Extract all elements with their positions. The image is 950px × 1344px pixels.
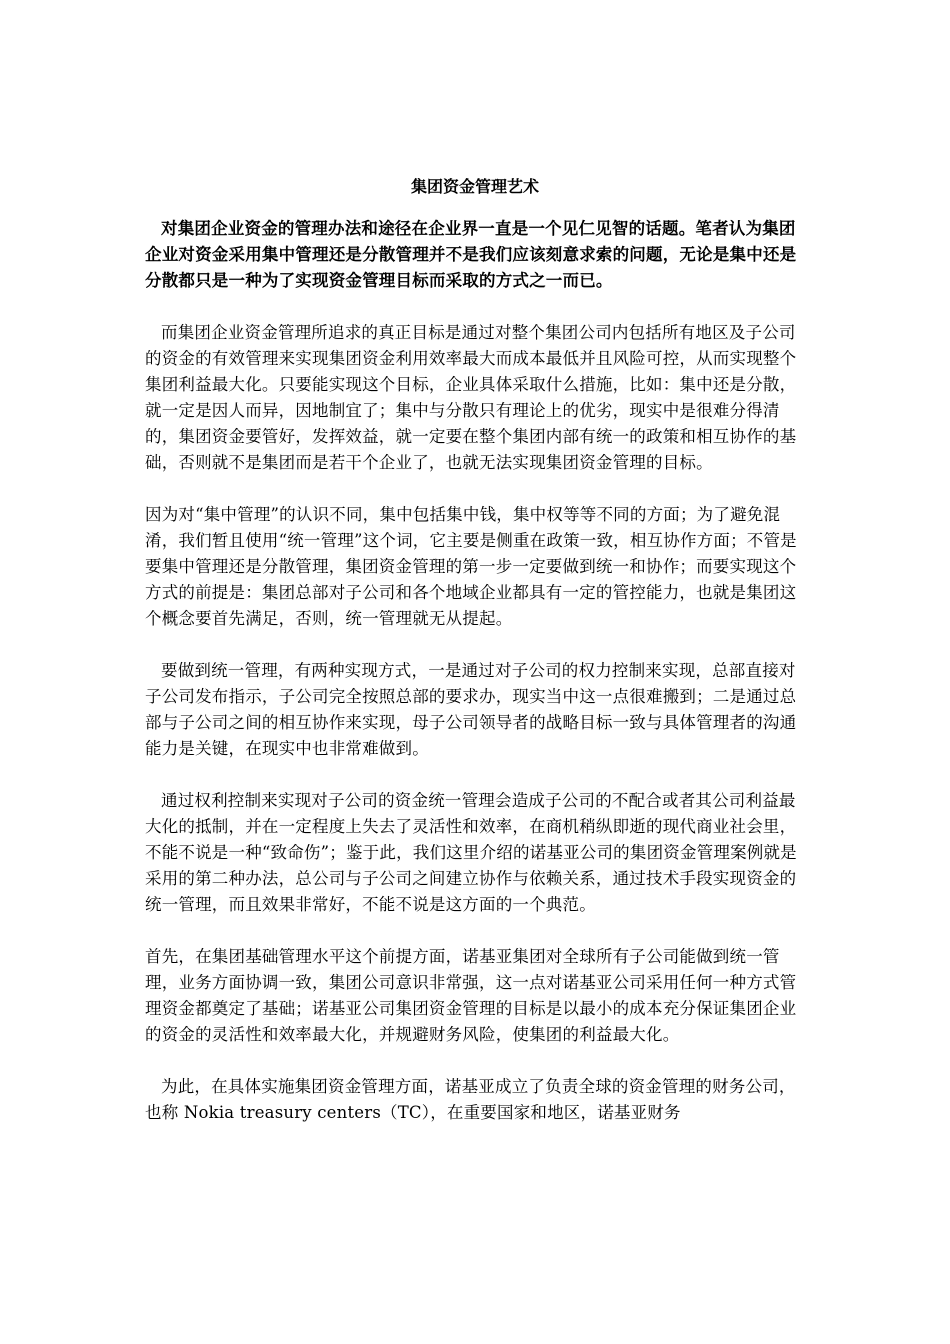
document-title: 集团资金管理艺术	[410, 177, 539, 196]
body-paragraph: 而集团企业资金管理所追求的真正目标是通过对整个集团公司内包括所有地区及子公司的资金的有效管理来实现集团资金利用效率最大而成本最低并且风险可控，从而实现整个集团利益最大化。只要能实现这个目标，企业具体采取什么措施，比如：集中还是分散，就一定是因人而异，因地制宜了；集中与分散只有理论上的优劣，现实中是很难分得清的，集团资金要管好，发挥效益，就一定要在整个集团内部有统一的政策和相互协作的基础，否则就不是集团而是若干个企业了，也就无法实现集团资金管理的目标。	[145, 323, 797, 472]
body-paragraph: 要做到统一管理，有两种实现方式，一是通过对子公司的权力控制来实现，总部直接对子公司发布指示，子公司完全按照总部的要求办，现实当中这一点很难搬到；二是通过总部与子公司之间的相互协作来实现，母子公司领导者的战略目标一致与具体管理者的沟通能力是关键，在现实中也非常难做到。	[145, 661, 797, 758]
intro-paragraph: 对集团企业资金的管理办法和途径在企业界一直是一个见仁见智的话题。笔者认为集团企业对资金采用集中管理还是分散管理并不是我们应该刻意求索的问题，无论是集中还是分散都只是一种为了实现资金管理目标而采取的方式之一而已。	[145, 219, 797, 290]
body-paragraph: 为此，在具体实施集团资金管理方面，诺基亚成立了负责全球的资金管理的财务公司，也称 Nokia treasury centers（TC），在重要国家和地区，诺基亚财务	[145, 1077, 796, 1122]
body-paragraph: 因为对“集中管理”的认识不同，集中包括集中钱，集中权等等不同的方面；为了避免混淆，我们暂且使用“统一管理”这个词，它主要是侧重在政策一致，相互协作方面；不管是要集中管理还是分散管理，集团资金管理的第一步一定要做到统一和协作；而要实现这个方式的前提是：集团总部对子公司和各个地域企业都具有一定的管控能力，也就是集团这个概念要首先满足，否则，统一管理就无从提起。	[145, 505, 797, 628]
document-page	[145, 176, 805, 1152]
body-paragraph: 首先，在集团基础管理水平这个前提方面，诺基亚集团对全球所有子公司能做到统一管理，业务方面协调一致，集团公司意识非常强，这一点对诺基亚公司采用任何一种方式管理资金都奠定了基础；诺基亚公司集团资金管理的目标是以最小的成本充分保证集团企业的资金的灵活性和效率最大化，并规避财务风险，使集团的利益最大化。	[145, 947, 797, 1044]
body-paragraph: 通过权利控制来实现对子公司的资金统一管理会造成子公司的不配合或者其公司利益最大化的抵制，并在一定程度上失去了灵活性和效率，在商机稍纵即逝的现代商业社会里，不能不说是一种“致命伤”；鉴于此，我们这里介绍的诺基亚公司的集团资金管理案例就是采用的第二种办法，总公司与子公司之间建立协作与依赖关系，通过技术手段实现资金的统一管理，而且效果非常好，不能不说是这方面的一个典范。	[145, 791, 797, 914]
